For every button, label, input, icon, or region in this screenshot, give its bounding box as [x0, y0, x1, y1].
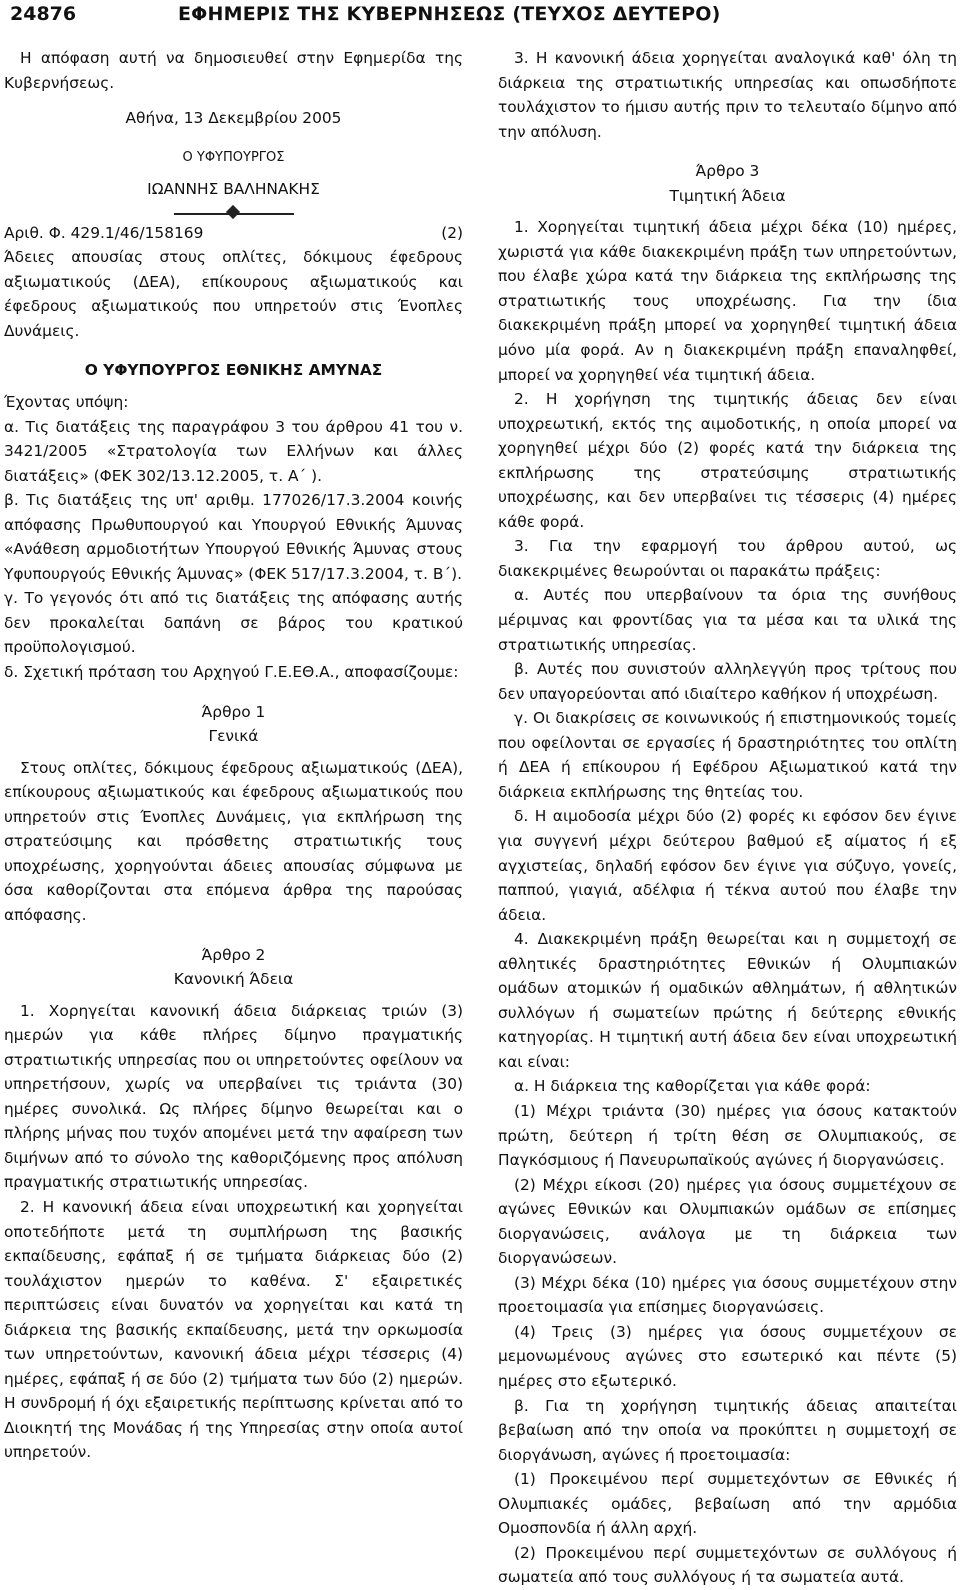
article3-title: Τιμητική Άδεια [669, 186, 786, 205]
diamond-rule-icon [226, 205, 240, 219]
article3-paragraph: (1) Μέχρι τριάντα (30) ημέρες για όσους κατακτούν πρώτη, δεύτερη ή τρίτη θέση σε Ολυμπιακούς, σε Παγκόσμιους ή Πανευρωπαϊκούς αγώνες ή διοργανώσεις. [498, 1101, 957, 1170]
article3-paragraph: α. Η διάρκεια της καθορίζεται για κάθε φορά: [514, 1077, 871, 1096]
article2-paragraph-3: 3. Η κανονική άδεια χορηγείται αναλογικά καθ' όλη τη διάρκεια της στρατιωτικής υπηρεσίας και οπωσδήποτε τουλάχιστον το ήμισυ αυτής πριν το τελευταίο δίμηνο από την απόλυση. [498, 49, 957, 141]
article3-paragraph: γ. Οι διακρίσεις σε κοινωνικούς ή επιστημονικούς τομείς που οφείλονται σε εργασίες ή δραστηριότητες του οπλίτη ή ΔΕΑ ή επίκουρου ή Εφέδρου Αξιωματικού κατά την διάρκεια εκπλήρωσης της θητείας του. [498, 709, 957, 801]
divider-rule [4, 205, 463, 221]
article3-heading: Άρθρο 3 [695, 162, 760, 181]
article3-paragraph: 2. Η χορήγηση της τιμητικής άδειας δεν είναι υποχρεωτική, εκτός της αιμοδοτικής, η οποία μπορεί να χορηγηθεί μέχρι δύο (2) φορές κατά την διάρκεια της εκπλήρωσης της στρατεύσιμης στρατιωτικής υποχρέωσης, και δεν υπερβαίνει τις τέσσερις (4) ημέρες κάθε φορά. [498, 390, 957, 531]
gazette-title: ΕΦΗΜΕΡΙΣ ΤΗΣ ΚΥΒΕΡΝΗΣΕΩΣ (ΤΕΥΧΟΣ ΔΕΥΤΕΡΟ) [178, 3, 721, 25]
article3-paragraph: δ. Η αιμοδοσία μέχρι δύο (2) φορές κι εφόσον δεν έγινε για συγγενή μέχρι δεύτερου βαθμού εξ αίματος ή εξ αγχιστείας, δηλαδή εφόσον δεν έγινε για σύζυγο, γονείς, παππού, γιαγιά, αδέλφια ή τέκνα αυτού που έλαβε την άδεια. [498, 807, 957, 924]
decision-number-row [4, 221, 463, 246]
article3-paragraph: 4. Διακεκριμένη πράξη θεωρείται και η συμμετοχή σε αθλητικές δραστηριότητες Εθνικών ή Ολυμπιακών ομάδων ατομικών ή ομαδικών αθλημάτων, ή αθλητικών συλλόγων ή σωματείων πρώτης ή δεύτερης εθνικής κατηγορίας. Η τιμητική αυτή άδεια δεν είναι υποχρεωτική και είναι: [498, 930, 957, 1071]
article2-heading: Άρθρο 2 [201, 945, 266, 964]
consideration-b: β. Τις διατάξεις της υπ' αριθμ. 177026/17.3.2004 κοινής απόφασης Πρωθυπουργού και Υπουργού Εθνικής Άμυνας «Ανάθεση αρμοδιοτήτων Υπουργού Εθνικής Άμυνας στους Υφυπουργούς Εθνικής Άμυνας» (ΦΕΚ 517/17.3.2004, τ. Β΄). [4, 491, 463, 583]
article3-paragraph: (4) Τρεις (3) ημέρες για όσους συμμετέχουν σε μεμονωμένους αγώνες στο εσωτερικό και πέντε (5) ημέρες στο εξωτερικό. [498, 1322, 957, 1390]
right-column [498, 46, 957, 1590]
article1-heading: Άρθρο 1 [201, 702, 266, 721]
publish-order: Η απόφαση αυτή να δημοσιευθεί στην Εφημερίδα της Κυβερνήσεως. [4, 49, 463, 92]
signatory-name: ΙΩΑΝΝΗΣ ΒΑΛΗΝΑΚΗΣ [147, 180, 320, 199]
page-header [0, 0, 960, 36]
article2-paragraph-1: 1. Χορηγείται κανονική άδεια διάρκειας τριών (3) ημερών για κάθε πλήρες δίμηνο πραγματικής στρατιωτικής υπηρεσίας που οι υπηρετούντες οφείλουν να υπηρετήσουν, χωρίς να υπερβαίνει τις τριάντα (30) ημέρες συνολικά. Ως πλήρες δίμηνο θεωρείται και ο πλήρης μήνας που τυχόν απομένει μετά την αφαίρεση των διμήνων από το σύνολο της καθοριζόμενης προς απόλυση πραγματικής στρατιωτικής υπηρεσίας. [4, 1001, 463, 1192]
article3-paragraph: (1) Προκειμένου περί συμμετεχόντων σε Εθνικές ή Ολυμπιακές ομάδες, βεβαίωση από την αρμόδια Ομοσπονδία ή άλλη αρχή. [498, 1470, 957, 1538]
article3-paragraph: α. Αυτές που υπερβαίνουν τα όρια της συνήθους μέριμνας και φροντίδας για τα μέσα και τα υλικά της στρατιωτικής υπηρεσίας. [498, 586, 957, 654]
left-column [4, 46, 463, 1465]
article1-title: Γενικά [208, 727, 259, 746]
having-regard: Έχοντας υπόψη: [4, 393, 129, 412]
article1-text: Στους οπλίτες, δόκιμους έφεδρους αξιωματικούς (ΔΕΑ), επίκουρους αξιωματικούς και έφεδρους αξιωματικούς που υπηρετούν στις Ένοπλες Δυνάμεις, για εκπλήρωση της στρατεύσιμης και πρόσθετης στρατιωτικής τους υποχρέωσης, χορηγούνται άδειες απουσίας σύμφωνα με όσα καθορίζονται στα επόμενα άρθρα της παρούσας απόφασης. [4, 758, 463, 924]
article3-paragraph: 1. Χορηγείται τιμητική άδεια μέχρι δέκα (10) ημέρες, χωριστά για κάθε διακεκριμένη πράξη των υπηρετούντων, που έλαβε χώρα κατά την διάρκεια της εκπλήρωσης της στρατιωτικής τους υποχρέωσης. Για την ίδια διακεκριμένη πράξη μπορεί να χορηγηθεί τιμητική άδεια μόνο μία φορά. Αν η διακεκριμένη πράξη επαναληφθεί, μπορεί να χορηγηθεί νέα τιμητική άδεια. [498, 218, 957, 384]
decision-subject: Άδειες απουσίας στους οπλίτες, δόκιμους έφεδρους αξιωματικούς (ΔΕΑ), επίκουρους αξιωματικούς και έφεδρους αξιωματικούς που υπηρετούν στις Ένοπλες Δυνάμεις. [4, 248, 463, 340]
article3-paragraph: (2) Μέχρι είκοσι (20) ημέρες για όσους συμμετέχουν σε αγώνες Εθνικών και Ολυμπιακών ομάδων σε επίσημες διοργανώσεις, ανάλογα με τη διάρκεια των διοργανώσεων. [498, 1175, 957, 1268]
article2-paragraph-2: 2. Η κανονική άδεια είναι υποχρεωτική και χορηγείται οποτεδήποτε μετά τη συμπλήρωση της βασικής εκπαίδευσης, εφάπαξ ή σε τμήματα διάρκειας δύο (2) τουλάχιστον ημερών το καθένα. Σ' εξαιρετικές περιπτώσεις είναι δυνατόν να χορηγείται και κατά τη διάρκεια της βασικής εκπαίδευσης, μετά την ορκωμοσία των υπηρετούντων, κανονική άδεια μέχρι τέσσερις (4) ημέρες, εφάπαξ ή σε δύο (2) τμήματα των δύο (2) ημερών. Η συνδρομή ή όχι εξαιρετικής περίπτωσης κρίνεται από το Διοικητή της Μονάδας ή της Υπηρεσίας στην οποία αυτοί υπηρετούν. [4, 1197, 463, 1462]
article2-title: Κανονική Άδεια [173, 970, 294, 989]
decision-sequence: (2) [441, 223, 463, 242]
page-number: 24876 [10, 3, 77, 25]
consideration-d: δ. Σχετική πρόταση του Αρχηγού Γ.Ε.ΕΘ.Α., αποφασίζουμε: [4, 663, 459, 682]
issuing-authority: Ο ΥΦΥΠΟΥΡΓΟΣ ΕΘΝΙΚΗΣ ΑΜΥΝΑΣ [84, 361, 383, 380]
article3-paragraph: β. Αυτές που συνιστούν αλληλεγγύη προς τρίτους που δεν υπαγορεύονται από ιδιαίτερο καθήκον ή υποχρέωση. [498, 660, 957, 703]
article3-paragraph: 3. Για την εφαρμογή του άρθρου αυτού, ως διακεκριμένες θεωρούνται οι παρακάτω πράξεις: [498, 537, 957, 580]
article3-paragraph: β. Για τη χορήγηση τιμητικής άδειας απαιτείται βεβαίωση από την οποία να προκύπτει η συμμετοχή σε διοργάνωση, αγώνες ή προετοιμασία: [498, 1396, 957, 1464]
place-date: Αθήνα, 13 Δεκεμβρίου 2005 [125, 109, 342, 128]
consideration-a: α. Τις διατάξεις της παραγράφου 3 του άρθρου 41 του ν. 3421/2005 «Στρατολογία των Ελλήνων και άλλες διατάξεις» (ΦΕΚ 302/13.12.2005, τ. Α΄ ). [4, 417, 463, 485]
signatory-title: Ο ΥΦΥΠΟΥΡΓΟΣ [182, 149, 285, 165]
article3-paragraph: (2) Προκειμένου περί συμμετεχόντων σε συλλόγους ή σωματεία από τους συλλόγους ή τα σωματεία αυτά. [498, 1543, 957, 1587]
decision-number: Αριθ. Φ. 429.1/46/158169 [4, 223, 204, 242]
consideration-c: γ. Το γεγονός ότι από τις διατάξεις της απόφασης αυτής δεν προκαλείται δαπάνη σε βάρος του κρατικού προϋπολογισμού. [4, 589, 463, 657]
article3-paragraph: (3) Μέχρι δέκα (10) ημέρες για όσους συμμετέχουν στην προετοιμασία για επίσημες διοργανώσεις. [498, 1273, 957, 1317]
